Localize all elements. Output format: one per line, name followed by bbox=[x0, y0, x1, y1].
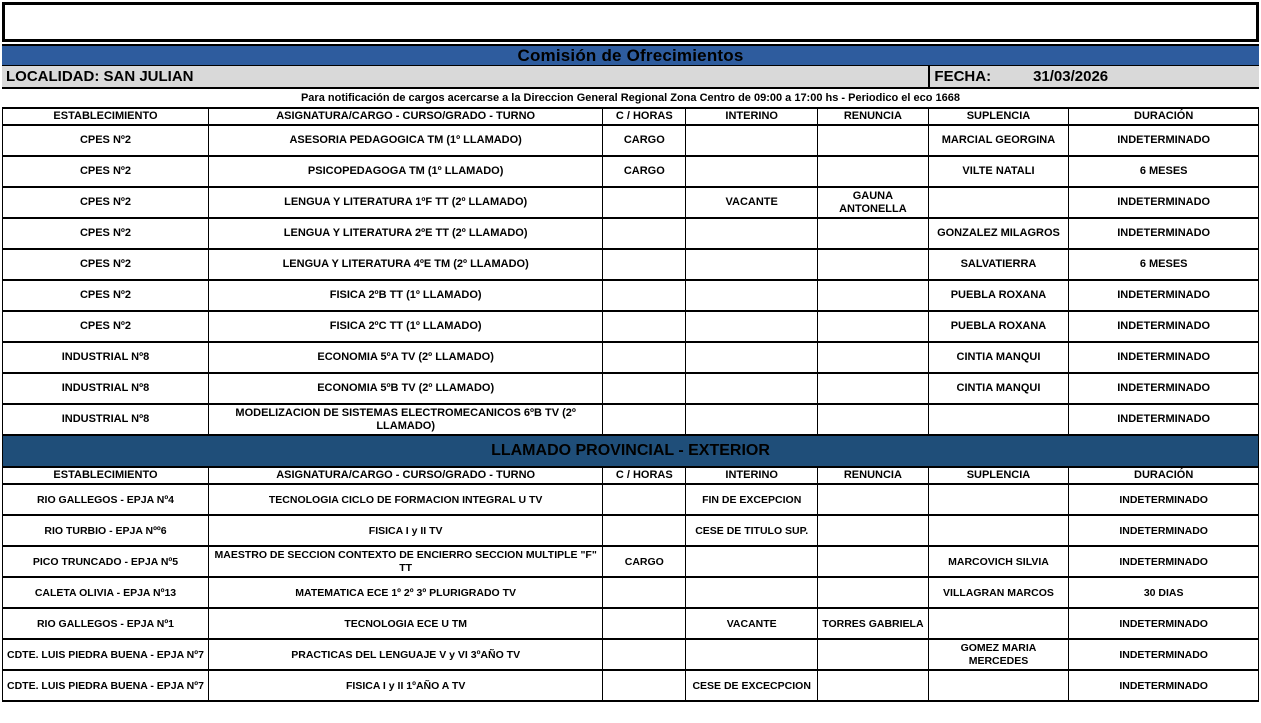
table-row bbox=[3, 608, 1259, 639]
cell-interino bbox=[686, 125, 818, 156]
section-title: LLAMADO PROVINCIAL - EXTERIOR bbox=[491, 442, 770, 460]
table-row bbox=[3, 670, 1259, 701]
cell-duracion: INDETERMINADO bbox=[1069, 218, 1259, 249]
table-row bbox=[3, 187, 1259, 218]
table-row bbox=[3, 249, 1259, 280]
cell-asignatura: LENGUA Y LITERATURA 1ºF TT (2º LLAMADO) bbox=[208, 187, 602, 218]
cell-duracion: INDETERMINADO bbox=[1069, 639, 1259, 670]
cell-suplencia: SALVATIERRA bbox=[928, 249, 1069, 280]
cell-c-horas bbox=[603, 608, 686, 639]
cell-suplencia: VILLAGRAN MARCOS bbox=[928, 577, 1069, 608]
cell-duracion: INDETERMINADO bbox=[1069, 187, 1259, 218]
cell-asignatura: MAESTRO DE SECCION CONTEXTO DE ENCIERRO SECCION MULTIPLE "F" TT bbox=[208, 546, 602, 577]
cell-renuncia bbox=[818, 639, 929, 670]
cell-establecimiento: CDTE. LUIS PIEDRA BUENA - EPJA Nº7 bbox=[3, 639, 209, 670]
cell-renuncia bbox=[818, 311, 929, 342]
table-row bbox=[3, 156, 1259, 187]
localidad-label: LOCALIDAD: SAN JULIAN bbox=[6, 68, 194, 85]
column-header: ESTABLECIMIENTO bbox=[3, 108, 209, 125]
cell-establecimiento: INDUSTRIAL Nº8 bbox=[3, 404, 209, 435]
cell-c-horas bbox=[603, 670, 686, 701]
offers-table-provincial bbox=[2, 466, 1259, 702]
cell-interino: VACANTE bbox=[686, 608, 818, 639]
cell-renuncia bbox=[818, 218, 929, 249]
cell-establecimiento: INDUSTRIAL Nº8 bbox=[3, 342, 209, 373]
cell-suplencia: GOMEZ MARIA MERCEDES bbox=[928, 639, 1069, 670]
column-header: ASIGNATURA/CARGO - CURSO/GRADO - TURNO bbox=[208, 467, 602, 484]
cell-c-horas bbox=[603, 577, 686, 608]
cell-interino bbox=[686, 577, 818, 608]
cell-c-horas bbox=[603, 639, 686, 670]
cell-duracion: INDETERMINADO bbox=[1069, 280, 1259, 311]
cell-interino: VACANTE bbox=[686, 187, 818, 218]
cell-interino: CESE DE EXCECPCION bbox=[686, 670, 818, 701]
cell-suplencia bbox=[928, 515, 1069, 546]
cell-establecimiento: CPES Nº2 bbox=[3, 249, 209, 280]
cell-asignatura: TECNOLOGIA CICLO DE FORMACION INTEGRAL U TV bbox=[208, 484, 602, 515]
cell-interino bbox=[686, 639, 818, 670]
cell-c-horas bbox=[603, 249, 686, 280]
cell-c-horas bbox=[603, 280, 686, 311]
cell-suplencia: PUEBLA ROXANA bbox=[928, 311, 1069, 342]
cell-c-horas bbox=[603, 311, 686, 342]
table-row bbox=[3, 373, 1259, 404]
cell-asignatura: MATEMATICA ECE 1º 2º 3º PLURIGRADO TV bbox=[208, 577, 602, 608]
cell-duracion: 30 DIAS bbox=[1069, 577, 1259, 608]
cell-c-horas bbox=[603, 404, 686, 435]
table-row bbox=[3, 311, 1259, 342]
cell-renuncia: TORRES GABRIELA bbox=[818, 608, 929, 639]
cell-duracion: 6 MESES bbox=[1069, 249, 1259, 280]
cell-suplencia bbox=[928, 670, 1069, 701]
cell-renuncia bbox=[818, 670, 929, 701]
cell-asignatura: TECNOLOGIA ECE U TM bbox=[208, 608, 602, 639]
column-header: RENUNCIA bbox=[818, 467, 929, 484]
document-title-bar bbox=[2, 44, 1259, 66]
cell-suplencia: MARCIAL GEORGINA bbox=[928, 125, 1069, 156]
cell-c-horas bbox=[603, 187, 686, 218]
cell-establecimiento: CPES Nº2 bbox=[3, 311, 209, 342]
cell-asignatura: FISICA 2ºC TT (1º LLAMADO) bbox=[208, 311, 602, 342]
cell-establecimiento: CDTE. LUIS PIEDRA BUENA - EPJA Nº7 bbox=[3, 670, 209, 701]
cell-establecimiento: CPES Nº2 bbox=[3, 218, 209, 249]
localidad-fecha-bar bbox=[2, 66, 1259, 89]
cell-renuncia bbox=[818, 515, 929, 546]
cell-duracion: 6 MESES bbox=[1069, 156, 1259, 187]
cell-establecimiento: PICO TRUNCADO - EPJA Nº5 bbox=[3, 546, 209, 577]
cell-interino bbox=[686, 280, 818, 311]
cell-renuncia bbox=[818, 280, 929, 311]
top-blank-box bbox=[2, 2, 1259, 42]
fecha-label: FECHA: bbox=[934, 68, 992, 85]
cell-renuncia bbox=[818, 156, 929, 187]
cell-establecimiento: CPES Nº2 bbox=[3, 125, 209, 156]
cell-duracion: INDETERMINADO bbox=[1069, 373, 1259, 404]
cell-establecimiento: CPES Nº2 bbox=[3, 280, 209, 311]
cell-asignatura: FISICA I y II 1ºAÑO A TV bbox=[208, 670, 602, 701]
cell-interino bbox=[686, 373, 818, 404]
cell-suplencia bbox=[928, 484, 1069, 515]
cell-suplencia: CINTIA MANQUI bbox=[928, 373, 1069, 404]
cell-interino bbox=[686, 156, 818, 187]
table-row bbox=[3, 515, 1259, 546]
cell-suplencia: MARCOVICH SILVIA bbox=[928, 546, 1069, 577]
localidad-cell bbox=[2, 66, 928, 87]
cell-duracion: INDETERMINADO bbox=[1069, 484, 1259, 515]
cell-c-horas bbox=[603, 515, 686, 546]
cell-suplencia: CINTIA MANQUI bbox=[928, 342, 1069, 373]
cell-c-horas bbox=[603, 484, 686, 515]
column-header: INTERINO bbox=[686, 467, 818, 484]
cell-asignatura: ASESORIA PEDAGOGICA TM (1º LLAMADO) bbox=[208, 125, 602, 156]
cell-asignatura: ECONOMIA 5ºA TV (2º LLAMADO) bbox=[208, 342, 602, 373]
cell-establecimiento: CALETA OLIVIA - EPJA Nº13 bbox=[3, 577, 209, 608]
cell-interino: CESE DE TITULO SUP. bbox=[686, 515, 818, 546]
column-header: C / HORAS bbox=[603, 467, 686, 484]
table-row bbox=[3, 280, 1259, 311]
cell-establecimiento: RIO GALLEGOS - EPJA Nº4 bbox=[3, 484, 209, 515]
section-bar-provincial bbox=[2, 436, 1259, 466]
cell-c-horas: CARGO bbox=[603, 125, 686, 156]
cell-asignatura: MODELIZACION DE SISTEMAS ELECTROMECANICOS 6ºB TV (2º LLAMADO) bbox=[208, 404, 602, 435]
cell-renuncia bbox=[818, 373, 929, 404]
cell-renuncia bbox=[818, 577, 929, 608]
cell-duracion: INDETERMINADO bbox=[1069, 342, 1259, 373]
table-row bbox=[3, 639, 1259, 670]
column-header: ASIGNATURA/CARGO - CURSO/GRADO - TURNO bbox=[208, 108, 602, 125]
cell-renuncia bbox=[818, 342, 929, 373]
cell-establecimiento: INDUSTRIAL Nº8 bbox=[3, 373, 209, 404]
cell-establecimiento: CPES Nº2 bbox=[3, 156, 209, 187]
cell-interino bbox=[686, 342, 818, 373]
table-row bbox=[3, 218, 1259, 249]
column-header: C / HORAS bbox=[603, 108, 686, 125]
fecha-cell bbox=[928, 66, 1259, 87]
cell-interino bbox=[686, 546, 818, 577]
cell-c-horas bbox=[603, 373, 686, 404]
cell-asignatura: PSICOPEDAGOGA TM (1º LLAMADO) bbox=[208, 156, 602, 187]
cell-interino bbox=[686, 404, 818, 435]
cell-renuncia bbox=[818, 249, 929, 280]
column-header: DURACIÓN bbox=[1069, 108, 1259, 125]
table-row bbox=[3, 125, 1259, 156]
cell-establecimiento: RIO TURBIO - EPJA Nºº6 bbox=[3, 515, 209, 546]
cell-duracion: INDETERMINADO bbox=[1069, 311, 1259, 342]
table-row bbox=[3, 404, 1259, 435]
cell-suplencia bbox=[928, 187, 1069, 218]
cell-c-horas: CARGO bbox=[603, 546, 686, 577]
cell-asignatura: FISICA 2ºB TT (1º LLAMADO) bbox=[208, 280, 602, 311]
cell-duracion: INDETERMINADO bbox=[1069, 515, 1259, 546]
fecha-value: 31/03/2026 bbox=[1033, 68, 1109, 85]
cell-asignatura: LENGUA Y LITERATURA 2ºE TT (2º LLAMADO) bbox=[208, 218, 602, 249]
cell-renuncia bbox=[818, 404, 929, 435]
cell-interino bbox=[686, 249, 818, 280]
column-header-row bbox=[3, 467, 1259, 484]
cell-renuncia bbox=[818, 484, 929, 515]
column-header: RENUNCIA bbox=[818, 108, 929, 125]
cell-suplencia bbox=[928, 404, 1069, 435]
table-row bbox=[3, 484, 1259, 515]
cell-renuncia bbox=[818, 125, 929, 156]
cell-renuncia bbox=[818, 546, 929, 577]
cell-interino: FIN DE EXCEPCION bbox=[686, 484, 818, 515]
table-row bbox=[3, 342, 1259, 373]
cell-c-horas bbox=[603, 342, 686, 373]
notice-row bbox=[2, 89, 1259, 107]
cell-c-horas: CARGO bbox=[603, 156, 686, 187]
cell-duracion: INDETERMINADO bbox=[1069, 546, 1259, 577]
cell-asignatura: LENGUA Y LITERATURA 4ºE TM (2º LLAMADO) bbox=[208, 249, 602, 280]
cell-duracion: INDETERMINADO bbox=[1069, 670, 1259, 701]
cell-c-horas bbox=[603, 218, 686, 249]
cell-duracion: INDETERMINADO bbox=[1069, 125, 1259, 156]
column-header: DURACIÓN bbox=[1069, 467, 1259, 484]
cell-asignatura: PRACTICAS DEL LENGUAJE V y VI 3ºAÑO TV bbox=[208, 639, 602, 670]
cell-establecimiento: RIO GALLEGOS - EPJA Nº1 bbox=[3, 608, 209, 639]
cell-asignatura: FISICA I y II TV bbox=[208, 515, 602, 546]
table-row bbox=[3, 546, 1259, 577]
cell-renuncia: GAUNA ANTONELLA bbox=[818, 187, 929, 218]
cell-establecimiento: CPES Nº2 bbox=[3, 187, 209, 218]
table-row bbox=[3, 577, 1259, 608]
cell-interino bbox=[686, 311, 818, 342]
column-header-row bbox=[3, 108, 1259, 125]
notice-text: Para notificación de cargos acercarse a la Direccion General Regional Zona Centro de 09:00 a 17:00 hs - Periodico el eco 1668 bbox=[300, 92, 961, 104]
page-title: Comisión de Ofrecimientos bbox=[517, 45, 744, 65]
cell-duracion: INDETERMINADO bbox=[1069, 404, 1259, 435]
cell-suplencia bbox=[928, 608, 1069, 639]
offers-table-local bbox=[2, 107, 1259, 436]
cell-suplencia: GONZALEZ MILAGROS bbox=[928, 218, 1069, 249]
column-header: SUPLENCIA bbox=[928, 108, 1069, 125]
column-header: ESTABLECIMIENTO bbox=[3, 467, 209, 484]
column-header: INTERINO bbox=[686, 108, 818, 125]
cell-suplencia: PUEBLA ROXANA bbox=[928, 280, 1069, 311]
column-header: SUPLENCIA bbox=[928, 467, 1069, 484]
cell-duracion: INDETERMINADO bbox=[1069, 608, 1259, 639]
cell-suplencia: VILTE NATALI bbox=[928, 156, 1069, 187]
cell-interino bbox=[686, 218, 818, 249]
cell-asignatura: ECONOMIA 5ºB TV (2º LLAMADO) bbox=[208, 373, 602, 404]
